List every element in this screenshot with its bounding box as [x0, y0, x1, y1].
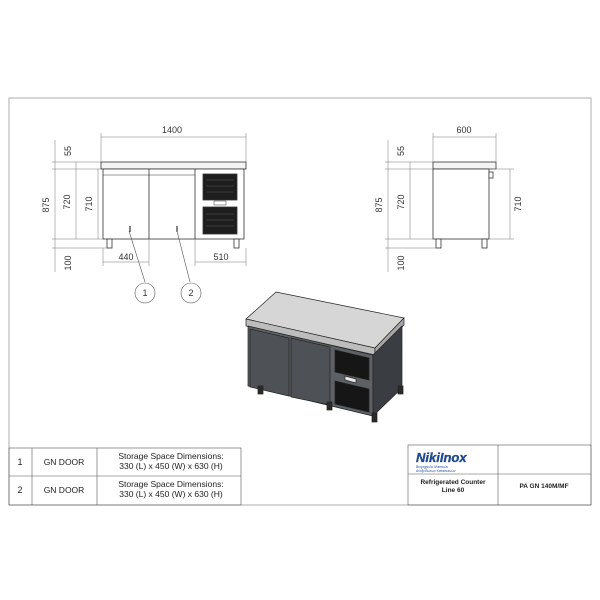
callout-2-label: 2 — [188, 288, 194, 298]
svg-text:NikiInox: NikiInox — [416, 450, 467, 465]
callout-1-label: 1 — [142, 288, 148, 298]
front-leg-1 — [107, 239, 112, 248]
row-1-num: 1 — [17, 457, 23, 467]
dim-door-height: 710 — [84, 196, 94, 212]
side-dim-body-height: 720 — [396, 194, 406, 210]
nikiinox-logo — [416, 450, 467, 473]
iso-leg-1 — [258, 386, 263, 394]
svg-text:Ανοξείδωτων Κατασκευών: Ανοξείδωτων Κατασκευών — [416, 469, 456, 473]
side-handle — [489, 172, 493, 178]
side-worktop — [433, 162, 496, 169]
isometric-view — [246, 292, 404, 422]
side-view — [433, 162, 496, 248]
iso-leg-4 — [398, 386, 403, 394]
dim-total-width: 1400 — [161, 125, 183, 135]
product-name-2: Line 60 — [441, 487, 465, 494]
dim-body-height: 720 — [62, 194, 72, 210]
side-dim-depth: 600 — [456, 125, 472, 135]
side-dim-leg-height: 100 — [396, 255, 406, 271]
front-leg-2 — [234, 239, 239, 248]
side-body — [433, 169, 489, 239]
svg-text:Βιομηχανία Ψυκτικών: Βιομηχανία Ψυκτικών — [416, 465, 449, 469]
compressor-grill-top — [203, 174, 237, 200]
row-1-desc-2: 330 (L) x 450 (W) x 630 (H) — [119, 461, 223, 471]
front-view — [101, 162, 246, 248]
iso-door-1 — [250, 329, 289, 396]
control-panel — [214, 201, 226, 205]
dim-leg-height: 100 — [63, 255, 73, 271]
dim-door-width: 440 — [118, 252, 134, 262]
side-dim-top-height: 55 — [396, 145, 406, 157]
front-worktop — [101, 162, 246, 169]
row-2-desc-2: 330 (L) x 450 (W) x 630 (H) — [119, 489, 223, 499]
product-code: PA GN 140M/MF — [519, 483, 569, 490]
row-1-part: GN DOOR — [43, 457, 85, 467]
dim-top-height: 55 — [63, 145, 73, 157]
compressor-grill-bottom — [203, 207, 237, 234]
row-2-desc-1: Storage Space Dimensions: — [118, 479, 224, 489]
iso-leg-2 — [327, 402, 332, 410]
side-leg-2 — [482, 239, 487, 248]
row-1-desc-1: Storage Space Dimensions: — [118, 451, 224, 461]
dim-compartment-width: 510 — [213, 252, 229, 262]
side-dim-total-height: 875 — [374, 197, 384, 213]
dim-total-height: 875 — [41, 197, 51, 213]
row-2-part: GN DOOR — [43, 485, 85, 495]
iso-door-2 — [291, 338, 330, 405]
row-2-num: 2 — [17, 485, 23, 495]
product-name-1: Refrigerated Counter — [420, 479, 486, 486]
side-dim-door-height: 710 — [513, 196, 523, 212]
iso-leg-3 — [372, 413, 377, 422]
side-leg-1 — [436, 239, 441, 248]
